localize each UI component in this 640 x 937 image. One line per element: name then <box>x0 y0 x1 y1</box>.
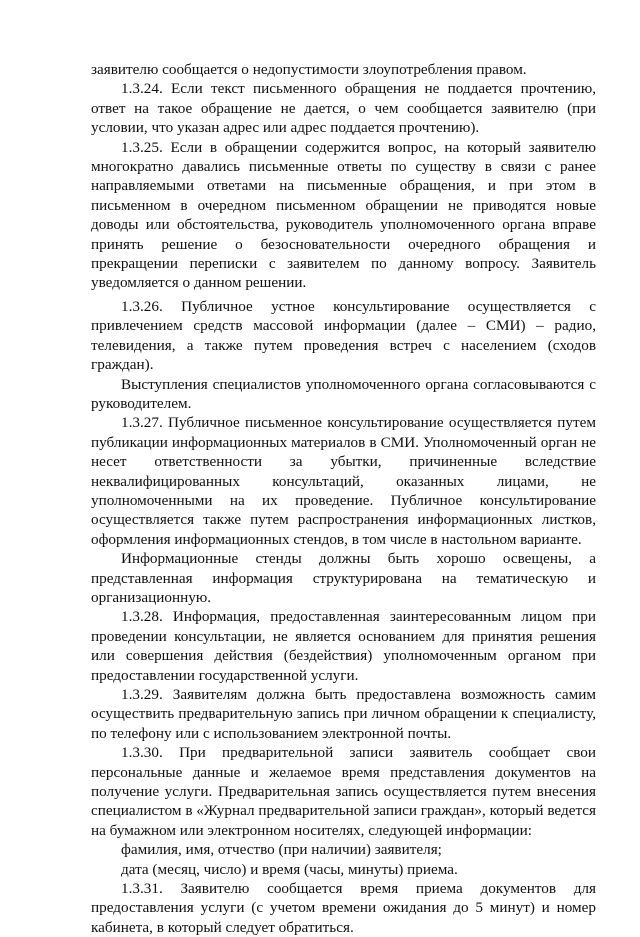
paragraph-speeches: Выступления специалистов уполномоченного органа согласовываются с руководителем. <box>91 375 596 412</box>
document-body <box>91 60 596 937</box>
paragraph-1-3-26: 1.3.26. Публичное устное консультирование осуществляется с привлечением средств массовой информации (далее – СМИ) – радио, телевидения, а также путем проведения встреч с населением (сходов граждан). <box>91 297 596 374</box>
list-item-date-time: дата (месяц, число) и время (часы, минуты) приема. <box>121 860 458 878</box>
paragraph-info-stands: Информационные стенды должны быть хорошо освещены, а представленная информация структурирована на тематическую и организационную. <box>91 550 596 606</box>
paragraph-1-3-24: 1.3.24. Если текст письменного обращения не поддается прочтению, ответ на такое обращение не дается, о чем сообщается заявителю (при условии, что указан адрес или адрес поддается прочтению). <box>91 80 596 137</box>
paragraph-1-3-25: 1.3.25. Если в обращении содержится вопрос, на который заявителю многократно давались письменные ответы по существу в связи с ранее направляемыми ответами на письменные обращения, и при этом в письменном в очередном письменном обращении не приводятся новые доводы или обстоятельства, руководитель уполномоченного органа вправе принять решение о безосновательности очередного обращения и прекращении переписки с заявителем по данному вопросу. Заявитель уведомляется о данном решении. <box>91 138 596 292</box>
paragraph-1-3-27: 1.3.27. Публичное письменное консультирование осуществляется путем публикации информационных материалов в СМИ. Уполномоченный орган не несет ответственности за убытки, причиненные вследствие неквалифицированных консультаций, оказанных лицами, не уполномоченными на их проведение. Публичное консультирование осуществляется также путем распространения информационных листков, оформления информационных стендов, в том числе в настольном варианте. <box>91 414 596 548</box>
paragraph-1-3-30: 1.3.30. При предварительной записи заявитель сообщает свои персональные данные и желаемое время представления документов на получение услуги. Предварительная запись осуществляется путем внесения специалистом в «Журнал предварительной записи граждан», который ведется на бумажном или электронном носителях, следующей информации: <box>91 744 596 839</box>
list-item-full-name: фамилия, имя, отчество (при наличии) заявителя; <box>121 841 442 859</box>
paragraph-1-3-28: 1.3.28. Информация, предоставленная заинтересованным лицом при проведении консультации, не является основанием для принятия решения или совершения действия (бездействия) уполномоченным органом при предоставлении государственной услуги. <box>91 608 596 684</box>
paragraph-continuation: заявителю сообщается о недопустимости злоупотребления правом. <box>91 61 527 78</box>
paragraph-1-3-31: 1.3.31. Заявителю сообщается время приема документов для предоставления услуги (с учетом времени ожидания до 5 минут) и номер кабинета, в который следует обратиться. <box>91 880 596 936</box>
paragraph-1-3-29: 1.3.29. Заявителям должна быть предоставлена возможность самим осуществить предварительную запись при личном обращении к специалисту, по телефону или с использованием электронной почты. <box>91 686 596 742</box>
